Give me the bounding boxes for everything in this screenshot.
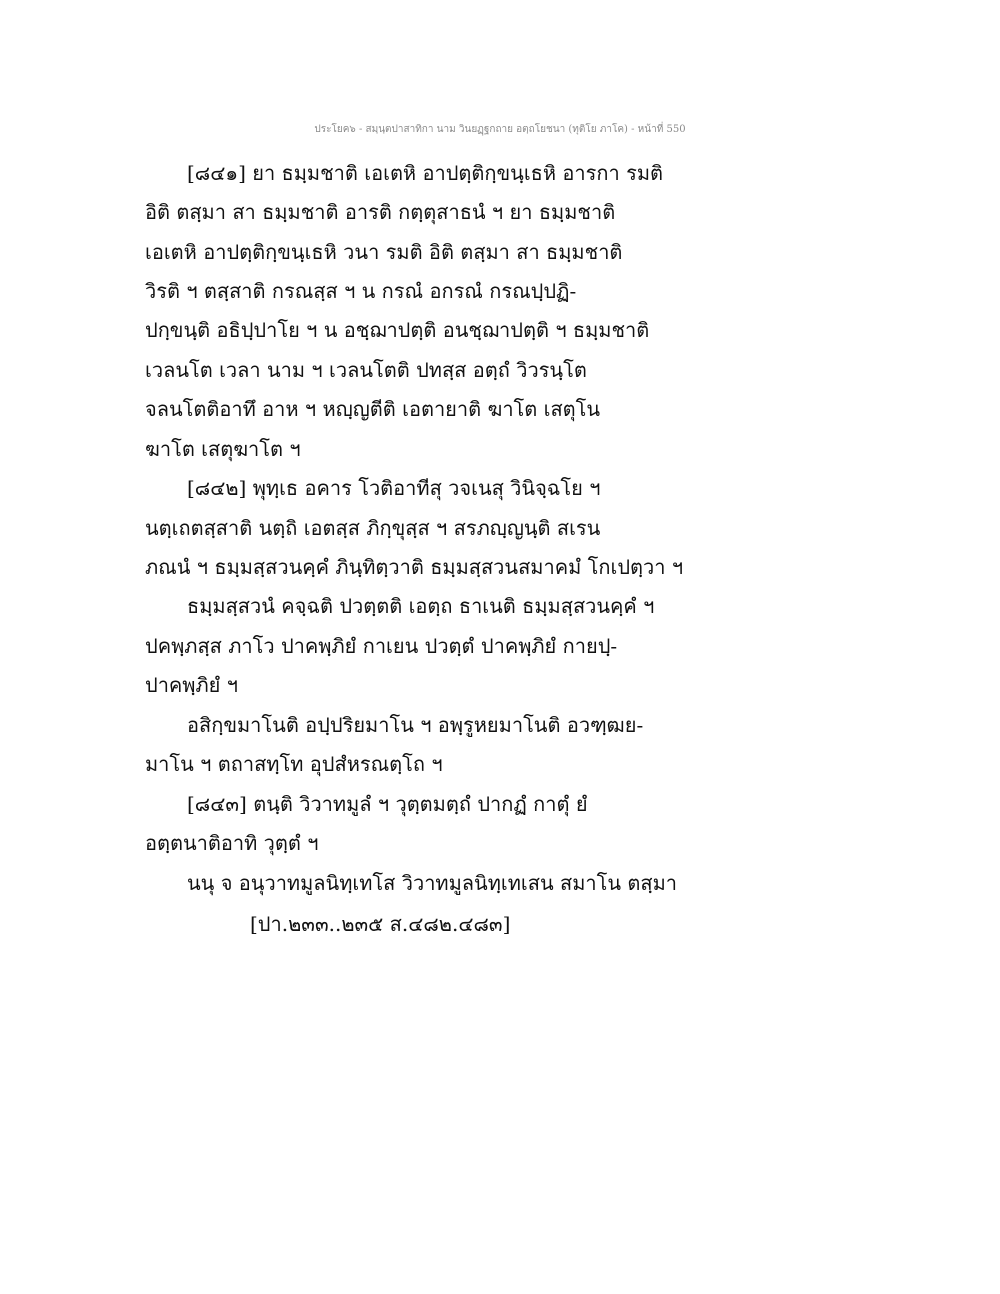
paragraph-line: ปกฺขนฺติ อธิปฺปาโย ฯ น อชฺฌาปตฺติ อนชฺฌาปตฺติ ฯ ธมฺมชาติ [145, 318, 650, 342]
paragraph-line: ธมฺมสฺสวนํ คจฺฉติ ปวตฺตติ เอตฺถ ธาเนติ ธมฺมสฺสวนคฺคํ ฯ [187, 594, 655, 618]
paragraph-line: ฆาโต เสตุฆาโต ฯ [145, 437, 301, 461]
paragraph-line: นตฺเถตสฺสาติ นตฺถิ เอตสฺส ภิกฺขุสฺส ฯ สรภญฺญนฺติ สเรน [145, 516, 601, 540]
paragraph-line: [๘๔๒] พุทฺเธ อคาร โวติอาทีสุ วจเนสุ วินิจฺฉโย ฯ [187, 476, 601, 500]
paragraph-line: นนุ จ อนุวาทมูลนิทฺเทโส วิวาทมูลนิทฺเทเสน สมาโน ตสฺมา [187, 871, 677, 895]
paragraph-line: เวลนโต เวลา นาม ฯ เวลนโตติ ปทสฺส อตฺถํ วิวรนฺโต [145, 358, 587, 382]
paragraph-line: อิติ ตสฺมา สา ธมฺมชาติ อารติ กตฺตุสาธนํ ฯ ยา ธมฺมชาติ [145, 200, 616, 224]
paragraph-line: จลนโตติอาทึ อาห ฯ หญฺญตีติ เอตายาติ ฆาโต เสตุโน [145, 397, 601, 421]
paragraph-line: [๘๔๑] ยา ธมฺมชาติ เอเตหิ อาปตฺติกฺขนฺเธหิ อารกา รมติ [187, 161, 664, 185]
paragraph-line: ปคพฺภสฺส ภาโว ปาคพฺภิยํ กาเยน ปวตฺตํ ปาคพฺภิยํ กายปฺ- [145, 634, 618, 658]
page-header: ประโยค๖ - สมฺนฺตปาสาทิกา นาม วินยฏฺฐกถาย อตฺถโยชนา (ทุติโย ภาโค) - หน้าที่ 550 [314, 124, 686, 135]
paragraph-line: เอเตหิ อาปตฺติกฺขนฺเธหิ วนา รมติ อิติ ตสฺมา สา ธมฺมชาติ [145, 240, 623, 264]
paragraph-line: ภณนํ ฯ ธมฺมสฺสวนคฺคํ ภินฺทิตฺวาติ ธมฺมสฺสวนสมาคมํ โกเปตฺวา ฯ [145, 555, 684, 579]
paragraph-line: อตฺตนาติอาทิ วุตฺตํ ฯ [145, 831, 319, 855]
page-reference: [ปา.๒๓๓..๒๓๕ ส.๔๘๒.๔๘๓] [250, 912, 511, 936]
paragraph-line: ปาคพฺภิยํ ฯ [145, 673, 238, 697]
paragraph-line: มาโน ฯ ตถาสทฺโท อุปสํหรณตฺโถ ฯ [145, 752, 443, 776]
paragraph-line: [๘๔๓] ตนฺติ วิวาทมูลํ ฯ วุตฺตมตฺถํ ปากฏํ กาตุํ ยํ [187, 792, 588, 816]
paragraph-line: วิรติ ฯ ตสฺสาติ กรณสฺส ฯ น กรณํ อกรณํ กรณปฺปฏิ- [145, 279, 577, 303]
paragraph-line: อสิกฺขมาโนติ อปฺปริยมาโน ฯ อพฺรูหยมาโนติ อวฑฺฒย- [187, 713, 644, 737]
